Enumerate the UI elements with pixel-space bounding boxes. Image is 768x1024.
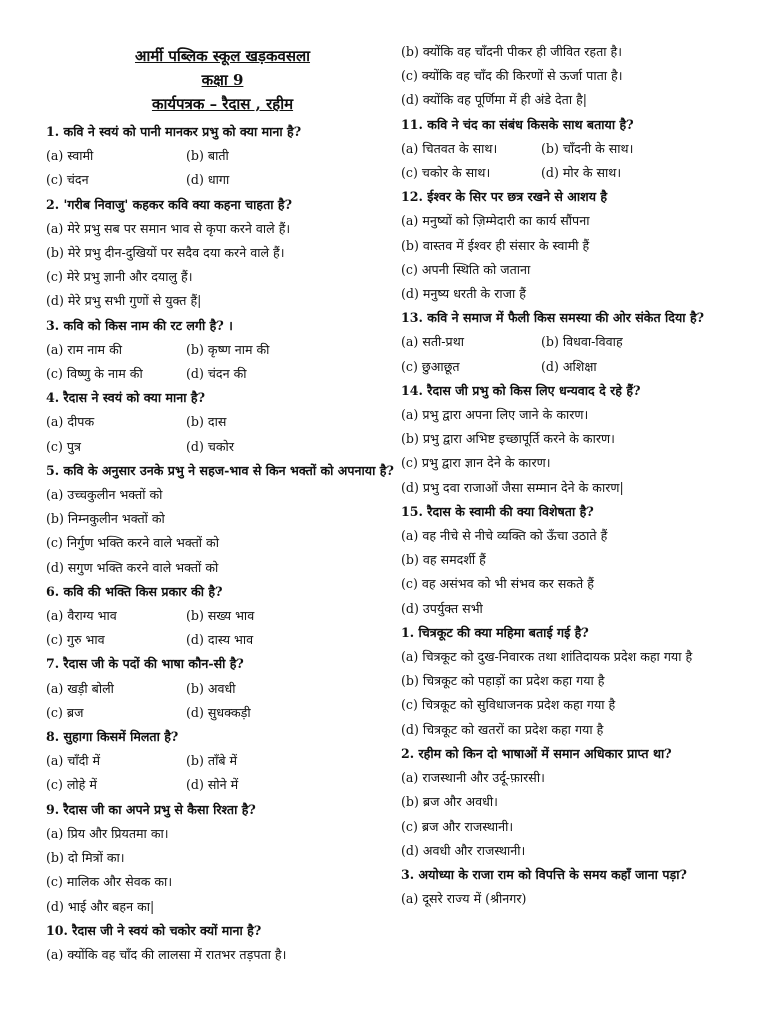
option: (b) चित्रकूट को पहाड़ों का प्रदेश कहा गया है: [401, 673, 605, 689]
option: (c) ब्रज और राजस्थानी।: [401, 818, 514, 834]
option: (b) निम्नकुलीन भक्तों को: [46, 511, 165, 527]
option: (d) मनुष्य धरती के राजा हैं: [401, 286, 526, 302]
option: (a) क्योंकि वह चाँद की लालसा में रातभर तड़पता है।: [46, 946, 287, 962]
option: (d) प्रभु दवा राजाओं जैसा सम्मान देने के कारण|: [401, 479, 624, 495]
option: (a) मनुष्यों को ज़िम्मेदारी का कार्य सौंपना: [401, 213, 590, 229]
option: (b) मेरे प्रभु दीन-दुखियों पर सदैव दया करने वाले हैं।: [46, 245, 285, 261]
question-5: 5. कवि के अनुसार उनके प्रभु ने सहज-भाव से किन भक्तों को अपनाया है?: [46, 462, 394, 478]
option: (d) चकोर: [186, 438, 234, 454]
option: (b) वह समदर्शी हैं: [401, 552, 486, 568]
question-7: 7. रैदास जी के पदों की भाषा कौन-सी है?: [46, 656, 244, 672]
option: (a) वह नीचे से नीचे व्यक्ति को ऊँचा उठाते हैं: [401, 528, 608, 544]
rahim-question-3: 3. अयोध्या के राजा राम को विपत्ति के समय कहाँ जाना पड़ा?: [401, 866, 687, 882]
option: (b) ताँबे में: [186, 753, 238, 769]
option: (a) खड़ी बोली: [46, 680, 114, 696]
option: (b) चाँदनी के साथ।: [541, 140, 634, 156]
question-13: 13. कवि ने समाज में फैली किस समस्या की ओर संकेत दिया है?: [401, 310, 705, 326]
option: (a) दीपक: [46, 414, 95, 430]
question-10: 10. रैदास जी ने स्वयं को चकोर क्यों माना है?: [46, 922, 262, 938]
worksheet-header: [46, 44, 399, 116]
question-6: 6. कवि की भक्ति किस प्रकार की है?: [46, 583, 223, 599]
option: (a) प्रिय और प्रियतमा का।: [46, 825, 169, 841]
option: (c) चकोर के साथ।: [401, 165, 491, 181]
option: (a) राजस्थानी और उर्दू-फ़ारसी।: [401, 770, 545, 786]
option: (a) राम नाम की: [46, 341, 123, 357]
question-15: 15. रैदास के स्वामी की क्या विशेषता है?: [401, 503, 594, 519]
option: (d) धागा: [186, 172, 230, 188]
option: (b) कृष्ण नाम की: [186, 341, 270, 357]
question-14: 14. रैदास जी प्रभु को किस लिए धन्यवाद दे रहे हैं?: [401, 382, 641, 398]
option: (d) मेरे प्रभु सभी गुणों से युक्त हैं|: [46, 293, 202, 309]
option: (c) निर्गुण भक्ति करने वाले भक्तों को: [46, 535, 219, 551]
option: (c) मेरे प्रभु ज्ञानी और दयालु हैं।: [46, 269, 193, 285]
option: (b) दास: [186, 414, 227, 430]
right-column: [401, 40, 754, 1024]
option: (d) भाई और बहन का|: [46, 898, 155, 914]
option: (d) चंदन की: [186, 366, 247, 382]
option: (c) ब्रज: [46, 704, 84, 720]
option: (c) छुआछूत: [401, 358, 460, 374]
question-9: 9. रैदास जी का अपने प्रभु से कैसा रिश्ता है?: [46, 801, 256, 817]
option: (b) सख्य भाव: [186, 608, 255, 624]
option: (a) चितवत के साथ।: [401, 140, 498, 156]
option: (b) अवधी: [186, 680, 236, 696]
class-label: कक्षा 9: [201, 71, 244, 89]
question-11: 11. कवि ने चंद का संबंध किसके साथ बताया है?: [401, 116, 634, 132]
rahim-question-2: 2. रहीम को किन दो भाषाओं में समान अधिकार प्राप्त था?: [401, 745, 672, 761]
option: (d) अवधी और राजस्थानी।: [401, 842, 526, 858]
option: (d) सुधक्कड़ी: [186, 704, 251, 720]
option: (a) सती-प्रथा: [401, 334, 465, 350]
question-4: 4. रैदास ने स्वयं को क्या माना है?: [46, 390, 205, 406]
option: (b) विधवा-विवाह: [541, 334, 623, 350]
school-name: आर्मी पब्लिक स्कूल खड़कवसला: [134, 47, 311, 65]
option: (b) प्रभु द्वारा अभिष्ट इच्छापूर्ति करने के कारण।: [401, 431, 615, 447]
option: (c) अपनी स्थिति को जताना: [401, 261, 531, 277]
option: (d) उपर्युक्त सभी: [401, 600, 483, 616]
worksheet-title: कार्यपत्रक – रैदास , रहीम: [151, 95, 294, 113]
option: (b) दो मित्रों का।: [46, 850, 125, 866]
question-3: 3. कवि को किस नाम की रट लगी है? ।: [46, 317, 233, 333]
option: (d) चित्रकूट को खतरों का प्रदेश कहा गया है: [401, 721, 604, 737]
option: (a) दूसरे राज्य में (श्रीनगर): [401, 891, 527, 907]
option: (c) गुरु भाव: [46, 632, 105, 648]
option: (b) वास्तव में ईश्वर ही संसार के स्वामी हैं: [401, 237, 590, 253]
option: (d) सगुण भक्ति करने वाले भक्तों को: [46, 559, 219, 575]
option: (a) वैराग्य भाव: [46, 608, 117, 624]
option: (b) क्योंकि वह चाँदनी पीकर ही जीवित रहता है।: [401, 44, 623, 59]
option: (c) पुत्र: [46, 438, 81, 454]
option: (a) मेरे प्रभु सब पर समान भाव से कृपा करने वाले हैं।: [46, 220, 291, 236]
question-2: 2. 'गरीब निवाजु' कहकर कवि क्या कहना चाहता है?: [46, 196, 292, 212]
option: (c) वह असंभव को भी संभव कर सकते हैं: [401, 576, 594, 592]
option: (b) ब्रज और अवधी।: [401, 794, 498, 810]
option: (a) उच्चकुलीन भक्तों को: [46, 487, 163, 503]
option: (c) लोहे में: [46, 777, 97, 793]
option: (a) स्वामी: [46, 148, 94, 164]
option: (c) मालिक और सेवक का।: [46, 874, 173, 890]
question-12: 12. ईश्वर के सिर पर छत्र रखने से आशय है: [401, 189, 608, 205]
option: (d) मोर के साथ।: [541, 165, 622, 181]
left-column: [46, 44, 399, 1024]
option: (c) क्योंकि वह चाँद की किरणों से ऊर्जा पाता है।: [401, 68, 623, 84]
option: (a) चाँदी में: [46, 753, 101, 769]
option: (d) दास्य भाव: [186, 632, 254, 648]
rahim-question-1: 1. चित्रकूट की क्या महिमा बताई गई है?: [401, 624, 589, 640]
option: (c) प्रभु द्वारा ज्ञान देने के कारण।: [401, 455, 551, 471]
option: (c) चंदन: [46, 172, 89, 188]
option: (c) चित्रकूट को सुविधाजनक प्रदेश कहा गया है: [401, 697, 616, 713]
option: (d) सोने में: [186, 777, 239, 793]
option: (d) अशिक्षा: [541, 358, 597, 374]
option: (b) बाती: [186, 148, 229, 164]
question-1: 1. कवि ने स्वयं को पानी मानकर प्रभु को क्या माना है?: [46, 124, 302, 139]
question-8: 8. सुहागा किसमें मिलता है?: [46, 729, 179, 745]
option: (d) क्योंकि वह पूर्णिमा में ही अंडे देता है|: [401, 92, 588, 108]
option: (c) विष्णु के नाम की: [46, 366, 143, 382]
option: (a) प्रभु द्वारा अपना लिए जाने के कारण।: [401, 407, 589, 423]
option: (a) चित्रकूट को दुख-निवारक तथा शांतिदायक प्रदेश कहा गया है: [401, 649, 693, 665]
